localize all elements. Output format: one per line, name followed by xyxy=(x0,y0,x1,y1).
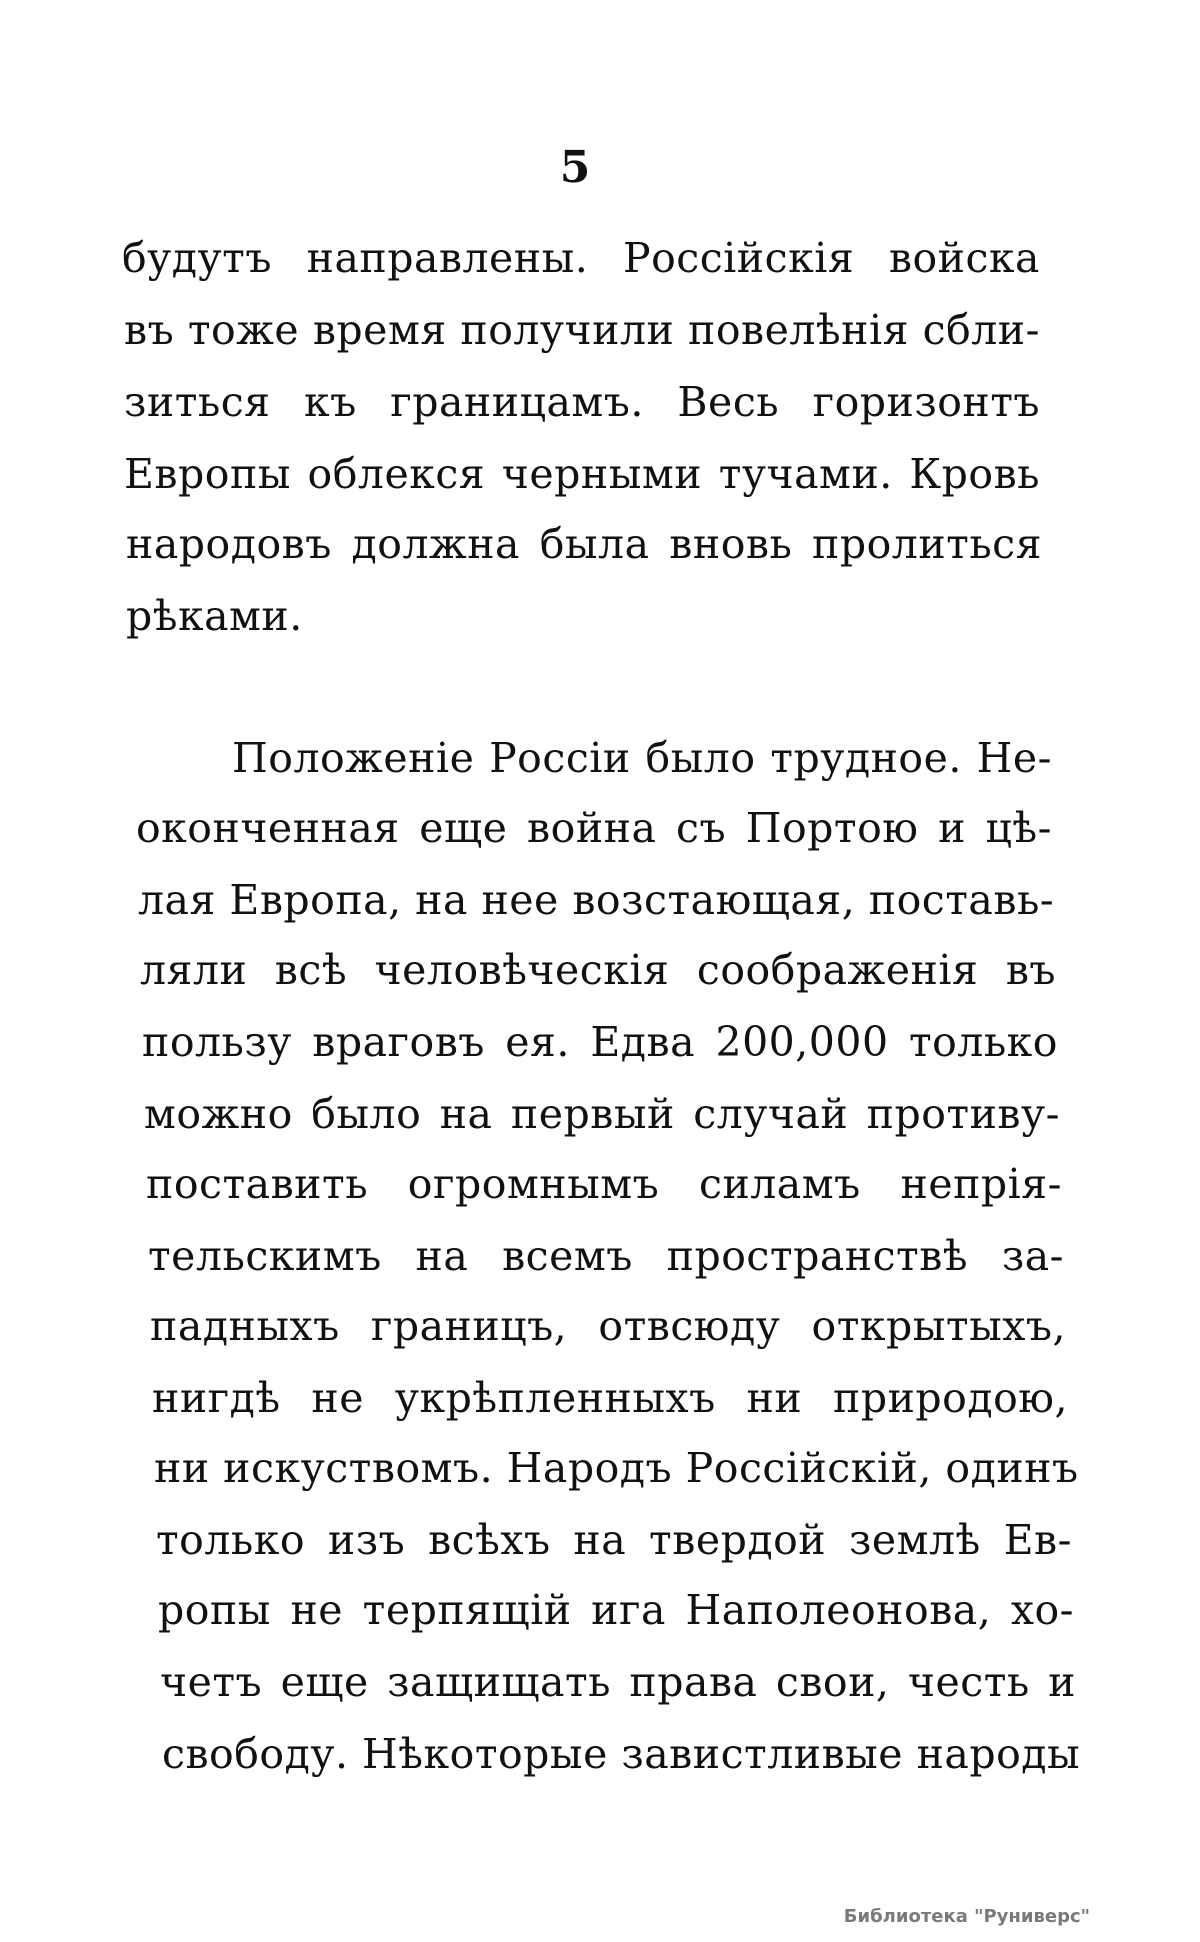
text-line: только изъ всѣхъ на твердой землѣ Ев- xyxy=(156,1516,1072,1564)
text-line: поставить огромнымъ силамъ непрія- xyxy=(146,1160,1062,1208)
page-number: 5 xyxy=(559,142,591,193)
text-line: свободу. Нѣкоторые завистливые народы xyxy=(162,1730,1081,1778)
text-line: нигдѣ не укрѣпленныхъ ни природою, xyxy=(152,1374,1068,1422)
text-line: тельскимъ на всемъ пространствѣ за- xyxy=(148,1232,1064,1280)
text-line: народовъ должна была вновь пролиться xyxy=(126,520,1042,568)
text-line: четъ еще защищать права свои, честь и xyxy=(160,1658,1076,1706)
text-line: можно было на первый случай противу- xyxy=(144,1090,1060,1138)
text-line: въ тоже время получили повелѣнія сбли- xyxy=(124,306,1040,354)
text-line: оконченная еще война съ Портою и цѣ- xyxy=(136,804,1052,852)
text-line: Положеніе Россіи было трудное. Не- xyxy=(232,734,1052,782)
text-line: Европы облекся черными тучами. Кровь xyxy=(124,450,1040,498)
text-line: ляли всѣ человѣческія соображенія въ xyxy=(140,946,1056,994)
text-line: лая Европа, на нее возстающая, поставь- xyxy=(138,876,1055,924)
text-line: падныхъ границъ, отвсюду открытыхъ, xyxy=(150,1302,1066,1350)
text-line: рѣками. xyxy=(126,592,303,640)
library-watermark: Библиотека "Руниверс" xyxy=(843,1906,1090,1927)
text-line: зиться къ границамъ. Весь горизонтъ xyxy=(124,378,1040,426)
text-line: ропы не терпящій ига Наполеонова, хо- xyxy=(158,1586,1074,1634)
text-line: будутъ направлены. Россійскія войска xyxy=(122,234,1040,282)
text-line: пользу враговъ ея. Едва 200,000 только xyxy=(142,1018,1058,1066)
text-line: ни искуствомъ. Народъ Россійскій, одинъ xyxy=(154,1444,1079,1492)
